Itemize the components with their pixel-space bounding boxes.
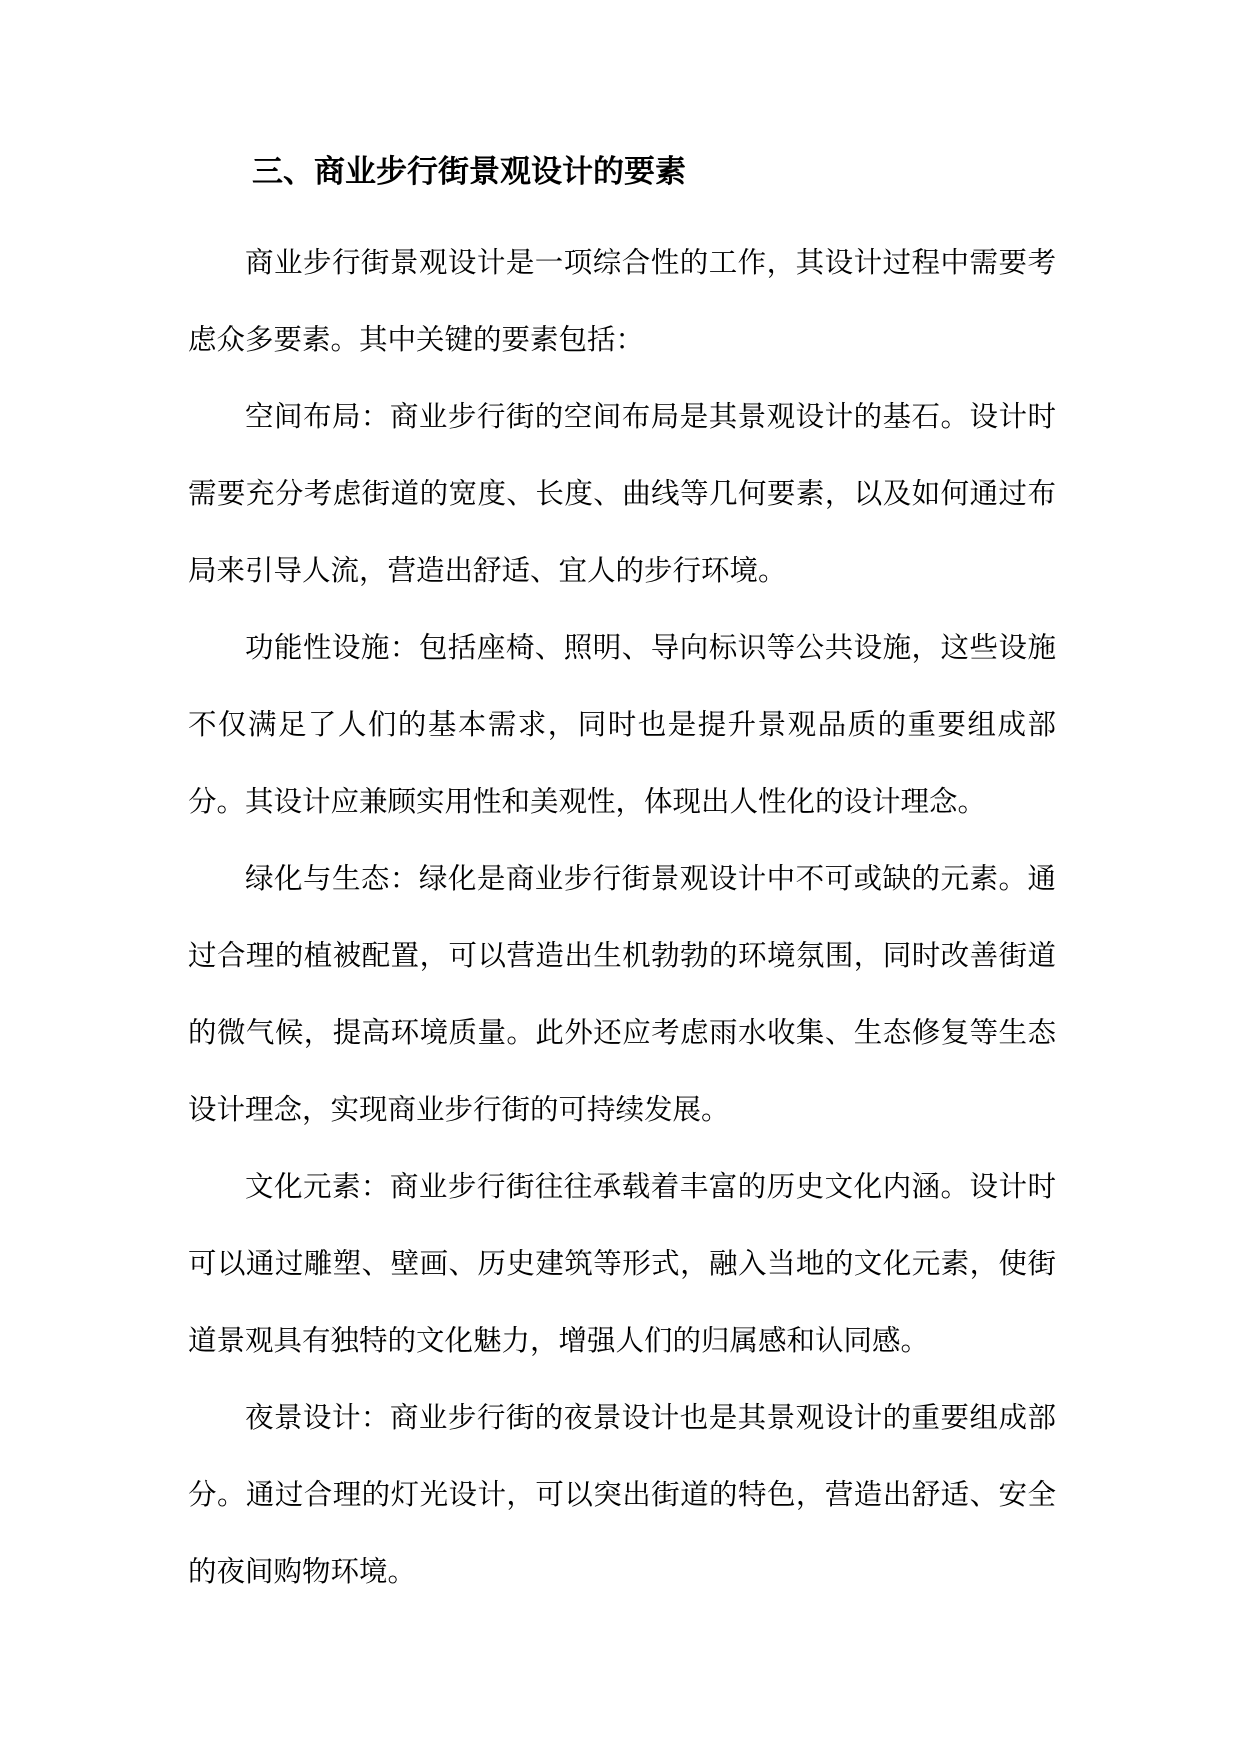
section-heading: 三、商业步行街景观设计的要素 <box>252 154 686 190</box>
paragraph-functional-facilities: 功能性设施：包括座椅、照明、导向标识等公共设施，这些设施不仅满足了人们的基本需求，同时也是提升景观品质的重要组成部分。其设计应兼顾实用性和美观性，体现出人性化的设计理念。 <box>188 631 1056 818</box>
paragraph-spatial-layout: 空间布局：商业步行街的空间布局是其景观设计的基石。设计时需要充分考虑街道的宽度、长度、曲线等几何要素，以及如何通过布局来引导人流，营造出舒适、宜人的步行环境。 <box>188 400 1056 587</box>
paragraph-intro: 商业步行街景观设计是一项综合性的工作，其设计过程中需要考虑众多要素。其中关键的要素包括： <box>188 246 1056 356</box>
paragraph-greening-ecology: 绿化与生态：绿化是商业步行街景观设计中不可或缺的元素。通过合理的植被配置，可以营造出生机勃勃的环境氛围，同时改善街道的微气候，提高环境质量。此外还应考虑雨水收集、生态修复等生态设计理念，实现商业步行街的可持续发展。 <box>188 862 1056 1126</box>
paragraph-cultural-elements: 文化元素：商业步行街往往承载着丰富的历史文化内涵。设计时可以通过雕塑、壁画、历史建筑等形式，融入当地的文化元素，使街道景观具有独特的文化魅力，增强人们的归属感和认同感。 <box>188 1170 1056 1357</box>
paragraph-night-design: 夜景设计：商业步行街的夜景设计也是其景观设计的重要组成部分。通过合理的灯光设计，可以突出街道的特色，营造出舒适、安全的夜间购物环境。 <box>188 1401 1056 1588</box>
body-text <box>188 224 1056 1610</box>
